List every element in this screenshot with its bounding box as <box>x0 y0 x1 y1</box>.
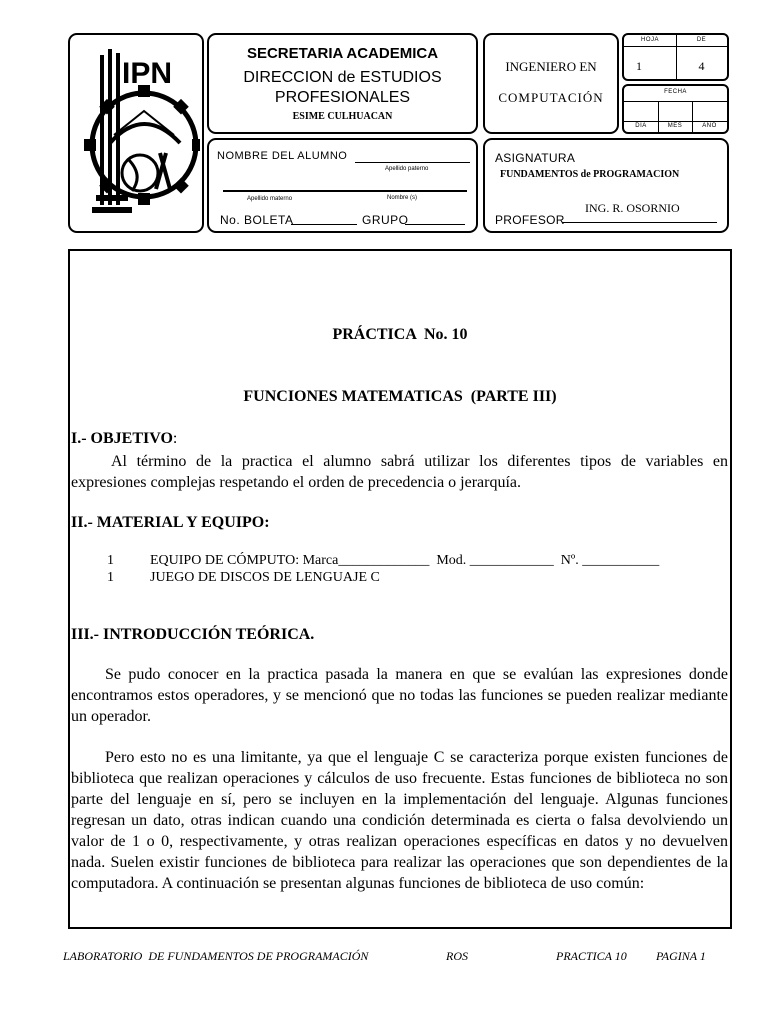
sheet-box <box>622 33 729 81</box>
material-desc: JUEGO DE DISCOS DE LENGUAJE C <box>150 570 380 585</box>
institution-box <box>207 33 478 134</box>
logo-text: IPN <box>122 57 173 90</box>
institution-line3: PROFESIONALES <box>274 89 411 106</box>
career-line1: INGENIERO EN <box>505 59 597 74</box>
logo-box <box>68 33 204 233</box>
asignatura-value: FUNDAMENTOS de PROGRAMACION <box>500 169 680 180</box>
de-value: 4 <box>698 59 705 73</box>
institution-line2: DIRECCION de ESTUDIOS <box>243 69 442 86</box>
section-objetivo-colon: : <box>172 430 178 447</box>
practice-subtitle: FUNCIONES MATEMATICAS (PARTE III) <box>243 388 557 405</box>
intro-paragraph-2: Pero esto no es una limitante, ya que el lenguaje C se caracteriza porque existen funciones de biblioteca que realizan operaciones y cálculos de uso frecuente. Estas funciones de biblioteca no son parte del lenguaje en sí, pero se incluyen en la implementación del lenguaje. Algunas funciones regresan un dato, otras indican cuando una condición determinada es cierta o falsa devolviendo un valor de 1 o 0, respectivamente, y otras realizan operaciones específicas en datos y no devuelven nada. Suelen existir funciones de biblioteca para realizar las operaciones que son dependientes de la computadora. A continuación se presentan algunas funciones de biblioteca de uso común: <box>71 749 728 892</box>
footer-initials: ROS <box>446 949 468 963</box>
intro-paragraph-1: Se pudo conocer en la practica pasada la manera en que se evalúan las expresiones donde encontramos estos operadores, y se mencionó que no todas las funciones se pueden realizar mediante un operador. <box>71 666 728 725</box>
career-box <box>483 33 619 134</box>
section-objetivo-heading <box>71 430 177 448</box>
fecha-box <box>622 84 729 134</box>
fecha-label: FECHA <box>664 89 687 95</box>
footer-lab: LABORATORIO DE FUNDAMENTOS DE PROGRAMACIÓN <box>63 949 369 963</box>
student-box <box>207 138 478 233</box>
de-label: DE <box>696 37 707 43</box>
material-item <box>0 570 768 588</box>
dia-label: DIA <box>635 123 647 129</box>
material-qty: 1 <box>107 570 114 585</box>
institution-logo <box>70 35 202 231</box>
material-qty: 1 <box>107 553 114 568</box>
grupo-label: GRUPO <box>362 213 409 227</box>
course-box <box>483 138 729 233</box>
material-desc: EQUIPO DE CÓMPUTO: Marca_____________ Mod. ____________ Nº. ___________ <box>150 553 660 568</box>
footer-page: PAGINA 1 <box>656 949 706 963</box>
material-item <box>0 553 768 571</box>
nombre-label: NOMBRE DEL ALUMNO <box>217 150 348 162</box>
footer-practice: PRACTICA 10 <box>556 949 627 963</box>
profesor-value: ING. R. OSORNIO <box>585 201 680 215</box>
boleta-label: No. BOLETA <box>220 213 294 227</box>
profesor-label: PROFESOR <box>495 213 565 227</box>
ano-label: AÑO <box>702 123 717 129</box>
hoja-value: 1 <box>636 59 642 73</box>
apellido-paterno-label: Apellido paterno <box>385 166 429 172</box>
asignatura-label: ASIGNATURA <box>495 151 576 165</box>
hoja-label: HOJA <box>640 37 659 43</box>
section-material-heading: II.- MATERIAL Y EQUIPO: <box>71 514 270 531</box>
section-introduccion-heading: III.- INTRODUCCIÓN TEÓRICA. <box>71 626 315 643</box>
mes-label: MES <box>667 123 683 129</box>
section-objetivo-title: I.- OBJETIVO <box>71 430 173 447</box>
objetivo-text: Al término de la practica el alumno sabrá utilizar los diferentes tipos de variables en expresiones complejas respetando el orden de precedencia o jerarquía. <box>71 453 728 491</box>
career-line2: COMPUTACIÓN <box>498 90 604 105</box>
institution-line4: ESIME CULHUACAN <box>292 111 393 122</box>
apellido-materno-label: Apellido materno <box>247 196 293 202</box>
practice-title: PRÁCTICA No. 10 <box>332 326 468 343</box>
institution-line1: SECRETARIA ACADEMICA <box>246 45 439 62</box>
nombres-label: Nombre (s) <box>387 195 418 201</box>
